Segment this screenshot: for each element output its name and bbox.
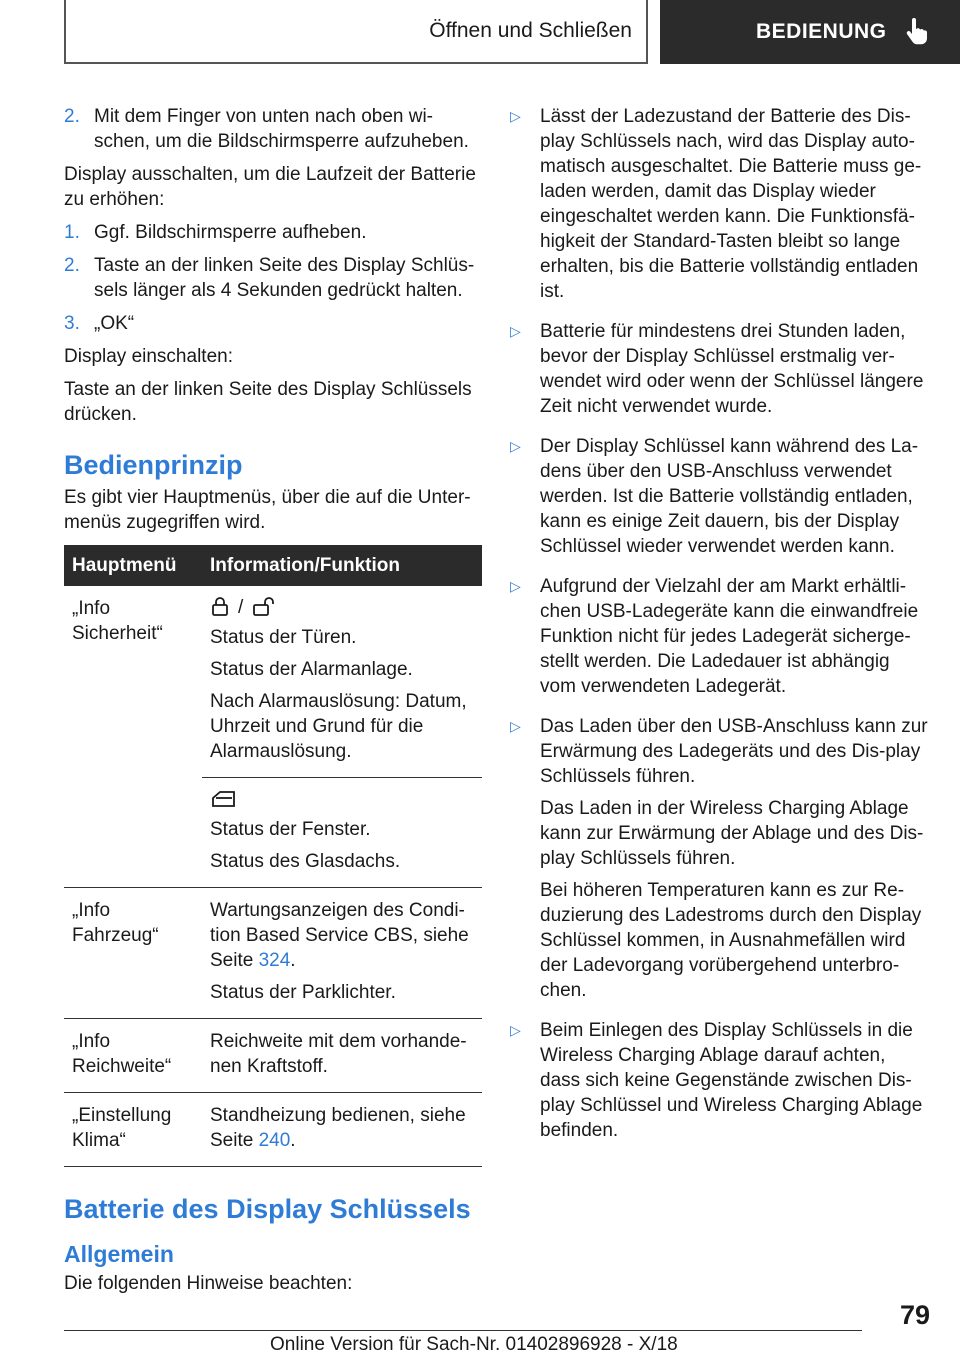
lock-open-icon bbox=[251, 597, 279, 617]
paragraph-display-off: Display ausschalten, um die Laufzeit der Batterie zu erhöhen: bbox=[64, 164, 476, 210]
lock-closed-icon bbox=[210, 597, 230, 617]
bullet-item bbox=[510, 434, 930, 566]
paragraph-display-on-intro: Display einschalten: bbox=[64, 346, 233, 367]
list-text: Ggf. Bildschirmsperre aufheben. bbox=[94, 222, 367, 243]
bullet-item bbox=[510, 574, 930, 706]
bullet-triangle-icon: ▷ bbox=[510, 323, 521, 339]
heading-allgemein: Allgemein bbox=[64, 1241, 174, 1267]
header-chapter-tab bbox=[660, 0, 960, 64]
paragraph-bedienprinzip: Es gibt vier Hauptmenüs, über die auf die Unter-menüs zugegriffen wird. bbox=[64, 487, 471, 533]
header-chapter-title: BEDIENUNG bbox=[756, 20, 887, 43]
cell-line: Status der Türen. bbox=[210, 627, 357, 648]
list-item bbox=[64, 253, 482, 303]
table-cell-info bbox=[202, 1093, 482, 1167]
table-header-hauptmenue: Hauptmenü bbox=[64, 545, 202, 586]
table-header-information: Information/Funktion bbox=[202, 545, 482, 586]
table-cell-menu: „Einstellung Klima“ bbox=[64, 1093, 202, 1167]
cell-line: Status des Glasdachs. bbox=[210, 851, 401, 872]
footer-divider bbox=[64, 1330, 862, 1331]
bullet-text: Beim Einlegen des Display Schlüssels in die Wireless Charging Ablage darauf achten, dass sich keine Gegenstände zwischen Dis-play Schlüssel und Wireless Charging Ablage befinden. bbox=[540, 1020, 923, 1141]
table-cell-info bbox=[202, 778, 482, 888]
list-number: 2. bbox=[64, 106, 80, 127]
bullet-text: Lässt der Ladezustand der Batterie des Dis-play Schlüssels nach, wird das Display auto-matisch ausgeschaltet. Die Batterie muss ge-laden werden, damit das Display wieder eingeschaltet werden kann. Die Funktionsfä-higkeit der Standard-Tasten bleibt so lange erhalten, bis die Batterie vollständig entladen ist. bbox=[540, 106, 922, 302]
table-cell-info bbox=[202, 586, 482, 778]
icon-row bbox=[210, 788, 474, 810]
bullet-item bbox=[510, 104, 930, 311]
cell-line: Nach Alarmauslösung: Datum, Uhrzeit und Grund für die Alarmauslösung. bbox=[210, 691, 467, 762]
bullet-text: Batterie für mindestens drei Stunden laden, bevor der Display Schlüssel erstmalig ver-wendet wird oder wenn der Schlüssel längere Zeit nicht verwendet wurde. bbox=[540, 321, 924, 417]
table-row bbox=[64, 1019, 482, 1093]
icon-separator: / bbox=[238, 596, 244, 618]
footer-online-version: Online Version für Sach-Nr. 01402896928 - X/18 bbox=[270, 1334, 678, 1355]
cell-line: Status der Alarmanlage. bbox=[210, 659, 413, 680]
table-cell-menu: „Info Reichweite“ bbox=[64, 1019, 202, 1093]
list-number: 3. bbox=[64, 313, 80, 334]
bullet-triangle-icon: ▷ bbox=[510, 1022, 521, 1038]
page-link-240[interactable]: 240 bbox=[258, 1130, 291, 1151]
list-number: 2. bbox=[64, 255, 80, 276]
header-section-title: Öffnen und Schließen bbox=[429, 19, 632, 42]
list-item bbox=[64, 104, 482, 154]
table-row bbox=[64, 1093, 482, 1167]
bullet-text: Das Laden über den USB-Anschluss kann zur Erwärmung des Ladegeräts und des Dis-play Schlüssels führen. bbox=[540, 716, 928, 787]
table-cell-info bbox=[202, 1019, 482, 1093]
hand-pointer-icon bbox=[905, 18, 929, 46]
cell-line: Standheizung bedienen, siehe Seite 240. bbox=[210, 1105, 466, 1151]
bullet-triangle-icon: ▷ bbox=[510, 108, 521, 124]
paragraph-allgemein: Die folgenden Hinweise beachten: bbox=[64, 1273, 353, 1294]
list-text: „OK“ bbox=[94, 313, 135, 334]
bullet-text: Aufgrund der Vielzahl der am Markt erhältli-chen USB-Ladegeräte kann die einwandfreie Funktion nicht für jedes Ladegerät sicherge-stellt werden. Die Ladedauer ist abhängig vom verwendeten Ladegerät. bbox=[540, 576, 919, 697]
list-item bbox=[64, 311, 482, 336]
bullet-item bbox=[510, 1018, 930, 1150]
table-cell-menu: „Info Fahrzeug“ bbox=[64, 888, 202, 1019]
table-row bbox=[64, 888, 482, 1019]
header-section-tab bbox=[64, 0, 648, 64]
list-number: 1. bbox=[64, 222, 80, 243]
bullet-item bbox=[510, 714, 930, 1010]
page-link-324[interactable]: 324 bbox=[258, 950, 291, 971]
table-row bbox=[64, 586, 482, 778]
cell-line: Status der Fenster. bbox=[210, 819, 371, 840]
bullet-text: Das Laden in der Wireless Charging Ablage kann zur Erwärmung der Ablage und des Dis-play Schlüssels führen. bbox=[540, 798, 924, 869]
icon-row bbox=[210, 596, 474, 618]
bullet-text: Bei höheren Temperaturen kann es zur Re-duzierung des Ladestroms durch den Display Schlüssel kommen, in Ausnahmefällen wird der Ladevorgang vorübergehend unterbro-chen. bbox=[540, 880, 922, 1001]
right-column bbox=[510, 104, 930, 1158]
bullet-item bbox=[510, 319, 930, 426]
bullet-triangle-icon: ▷ bbox=[510, 438, 521, 454]
bullet-triangle-icon: ▷ bbox=[510, 718, 521, 734]
list-text: Mit dem Finger von unten nach oben wi-schen, um die Bildschirmsperre aufzuheben. bbox=[94, 106, 469, 152]
page-number: 79 bbox=[899, 1300, 930, 1330]
cell-line: Status der Parklichter. bbox=[210, 982, 396, 1003]
list-text: Taste an der linken Seite des Display Schlüs-sels länger als 4 Sekunden gedrückt halten. bbox=[94, 255, 475, 301]
paragraph-display-on: Taste an der linken Seite des Display Schlüssels drücken. bbox=[64, 379, 472, 425]
left-column bbox=[64, 104, 482, 1304]
car-window-icon bbox=[210, 789, 238, 809]
table-cell-menu: „Info Sicherheit“ bbox=[64, 586, 202, 888]
bullet-triangle-icon: ▷ bbox=[510, 578, 521, 594]
table-cell-info bbox=[202, 888, 482, 1019]
cell-line: Wartungsanzeigen des Condi-tion Based Service CBS, siehe Seite 324. bbox=[210, 900, 469, 971]
bullet-text: Der Display Schlüssel kann während des La-dens über den USB-Anschluss verwendet werden. Ist die Batterie vollständig entladen, kann es einige Zeit dauern, bis der Display Schlüssel wieder verwendet werden kann. bbox=[540, 436, 919, 557]
heading-batterie: Batterie des Display Schlüssels bbox=[64, 1194, 471, 1224]
heading-bedienprinzip: Bedienprinzip bbox=[64, 450, 243, 480]
menu-table bbox=[64, 545, 482, 1167]
cell-line: Reichweite mit dem vorhande-nen Kraftstoff. bbox=[210, 1031, 467, 1077]
list-item bbox=[64, 220, 482, 245]
